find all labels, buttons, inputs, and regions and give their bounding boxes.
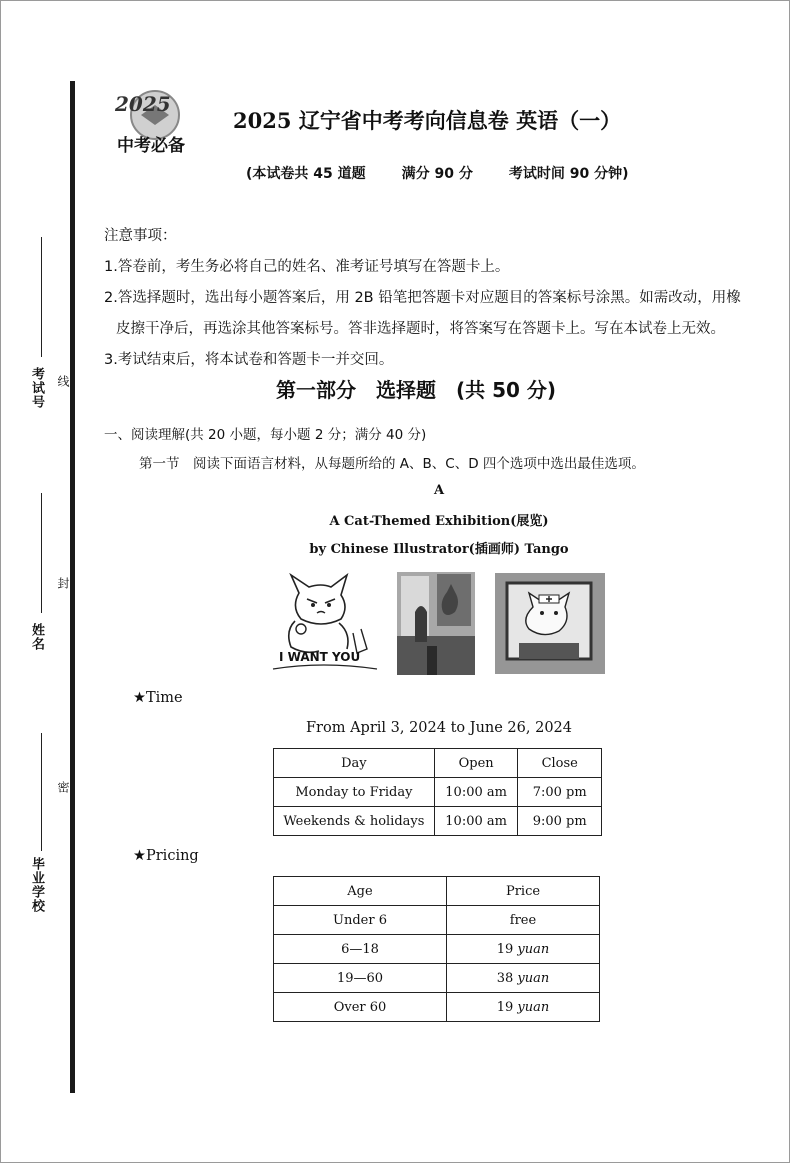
name-label: 姓名 xyxy=(29,623,44,651)
exam-info xyxy=(246,163,665,183)
price-unit: yuan xyxy=(517,999,550,1015)
svg-text:中考必备: 中考必备 xyxy=(117,136,185,156)
table-header-cell: Age xyxy=(274,877,447,906)
table-cell: Weekends & holidays xyxy=(274,807,435,836)
price-value: 19 xyxy=(496,941,514,957)
table-cell: 6—18 xyxy=(274,935,447,964)
table-cell xyxy=(447,906,600,935)
pricing-label: ★Pricing xyxy=(133,848,199,864)
exam-duration: 考试时间 90 分钟) xyxy=(508,166,629,182)
table-cell: 9:00 pm xyxy=(518,807,602,836)
seal-mark-line: 线 xyxy=(56,375,70,387)
section-title: 一、阅读理解(共 20 小题，每小题 2 分；满分 40 分) xyxy=(104,427,427,443)
subsection-title: 第一节 阅读下面语言材料，从每题所给的 A、B、C、D 四个选项中选出最佳选项。 xyxy=(139,456,645,472)
table-header-cell: Day xyxy=(274,749,435,778)
table-cell: 7:00 pm xyxy=(518,778,602,807)
table-cell xyxy=(447,964,600,993)
table-cell: 10:00 am xyxy=(434,807,518,836)
instruction-item: 2.答选择题时，选出每小题答案后，用 2B 铅笔把答题卡对应题目的答案标号涂黑。如需改动，用橡 xyxy=(104,290,741,306)
part-title: 第一部分 选择题 (共 50 分) xyxy=(275,378,557,402)
table-cell: 10:00 am xyxy=(434,778,518,807)
table-cell xyxy=(447,993,600,1022)
table-cell: Monday to Friday xyxy=(274,778,435,807)
time-label: ★Time xyxy=(133,690,183,706)
table-row xyxy=(274,935,600,964)
table-row xyxy=(274,964,600,993)
table-cell: Under 6 xyxy=(274,906,447,935)
instruction-item: 3.考试结束后，将本试卷和答题卡一并交回。 xyxy=(104,352,394,368)
price-unit: yuan xyxy=(517,941,550,957)
instructions-heading: 注意事项： xyxy=(104,228,177,244)
table-header-cell: Open xyxy=(434,749,518,778)
picture-caption: I WANT YOU xyxy=(279,650,361,664)
passage-title: A Cat-Themed Exhibition(展览) xyxy=(329,514,549,529)
instruction-item: 皮擦干净后，再选涂其他答案标号。答非选择题时，将答案写在答题卡上。写在本试卷上无效。 xyxy=(116,321,725,337)
question-count: (本试卷共 45 道题 xyxy=(246,166,366,182)
price-value: 38 xyxy=(496,970,514,986)
passage-letter: A xyxy=(433,483,445,498)
table-header-cell: Price xyxy=(447,877,600,906)
instructions xyxy=(104,221,774,376)
exhibition-photo xyxy=(397,572,475,675)
cat-illustration xyxy=(269,573,379,675)
table-cell xyxy=(447,935,600,964)
time-range: From April 3, 2024 to June 26, 2024 xyxy=(305,720,573,736)
table-header-row xyxy=(274,877,600,906)
table-cell: 19—60 xyxy=(274,964,447,993)
seal-mark-seal: 封 xyxy=(56,577,70,589)
exam-logo xyxy=(111,85,197,159)
price-value: free xyxy=(509,912,537,928)
table-row xyxy=(274,807,602,836)
svg-text:2025: 2025 xyxy=(115,92,171,116)
school-line xyxy=(41,733,42,851)
exam-number-label: 考试号 xyxy=(29,367,44,409)
price-value: 19 xyxy=(496,999,514,1015)
table-row xyxy=(274,906,600,935)
time-table xyxy=(273,748,602,836)
table-row xyxy=(274,993,600,1022)
school-label: 毕业学校 xyxy=(29,857,44,913)
exam-title: 2025 辽宁省中考考向信息卷 英语（一） xyxy=(233,108,622,133)
seal-mark-secret: 密 xyxy=(56,781,70,793)
table-header-row xyxy=(274,749,602,778)
pricing-table xyxy=(273,876,600,1022)
table-row xyxy=(274,778,602,807)
exam-number-line xyxy=(41,237,42,357)
framed-cat-photo xyxy=(495,573,605,674)
table-header-cell: Close xyxy=(518,749,602,778)
price-unit: yuan xyxy=(517,970,550,986)
instruction-item: 1.答卷前，考生务必将自己的姓名、准考证号填写在答题卡上。 xyxy=(104,259,510,275)
passage-byline: by Chinese Illustrator(插画师) Tango xyxy=(309,542,569,557)
full-score: 满分 90 分 xyxy=(401,166,473,182)
table-cell: Over 60 xyxy=(274,993,447,1022)
